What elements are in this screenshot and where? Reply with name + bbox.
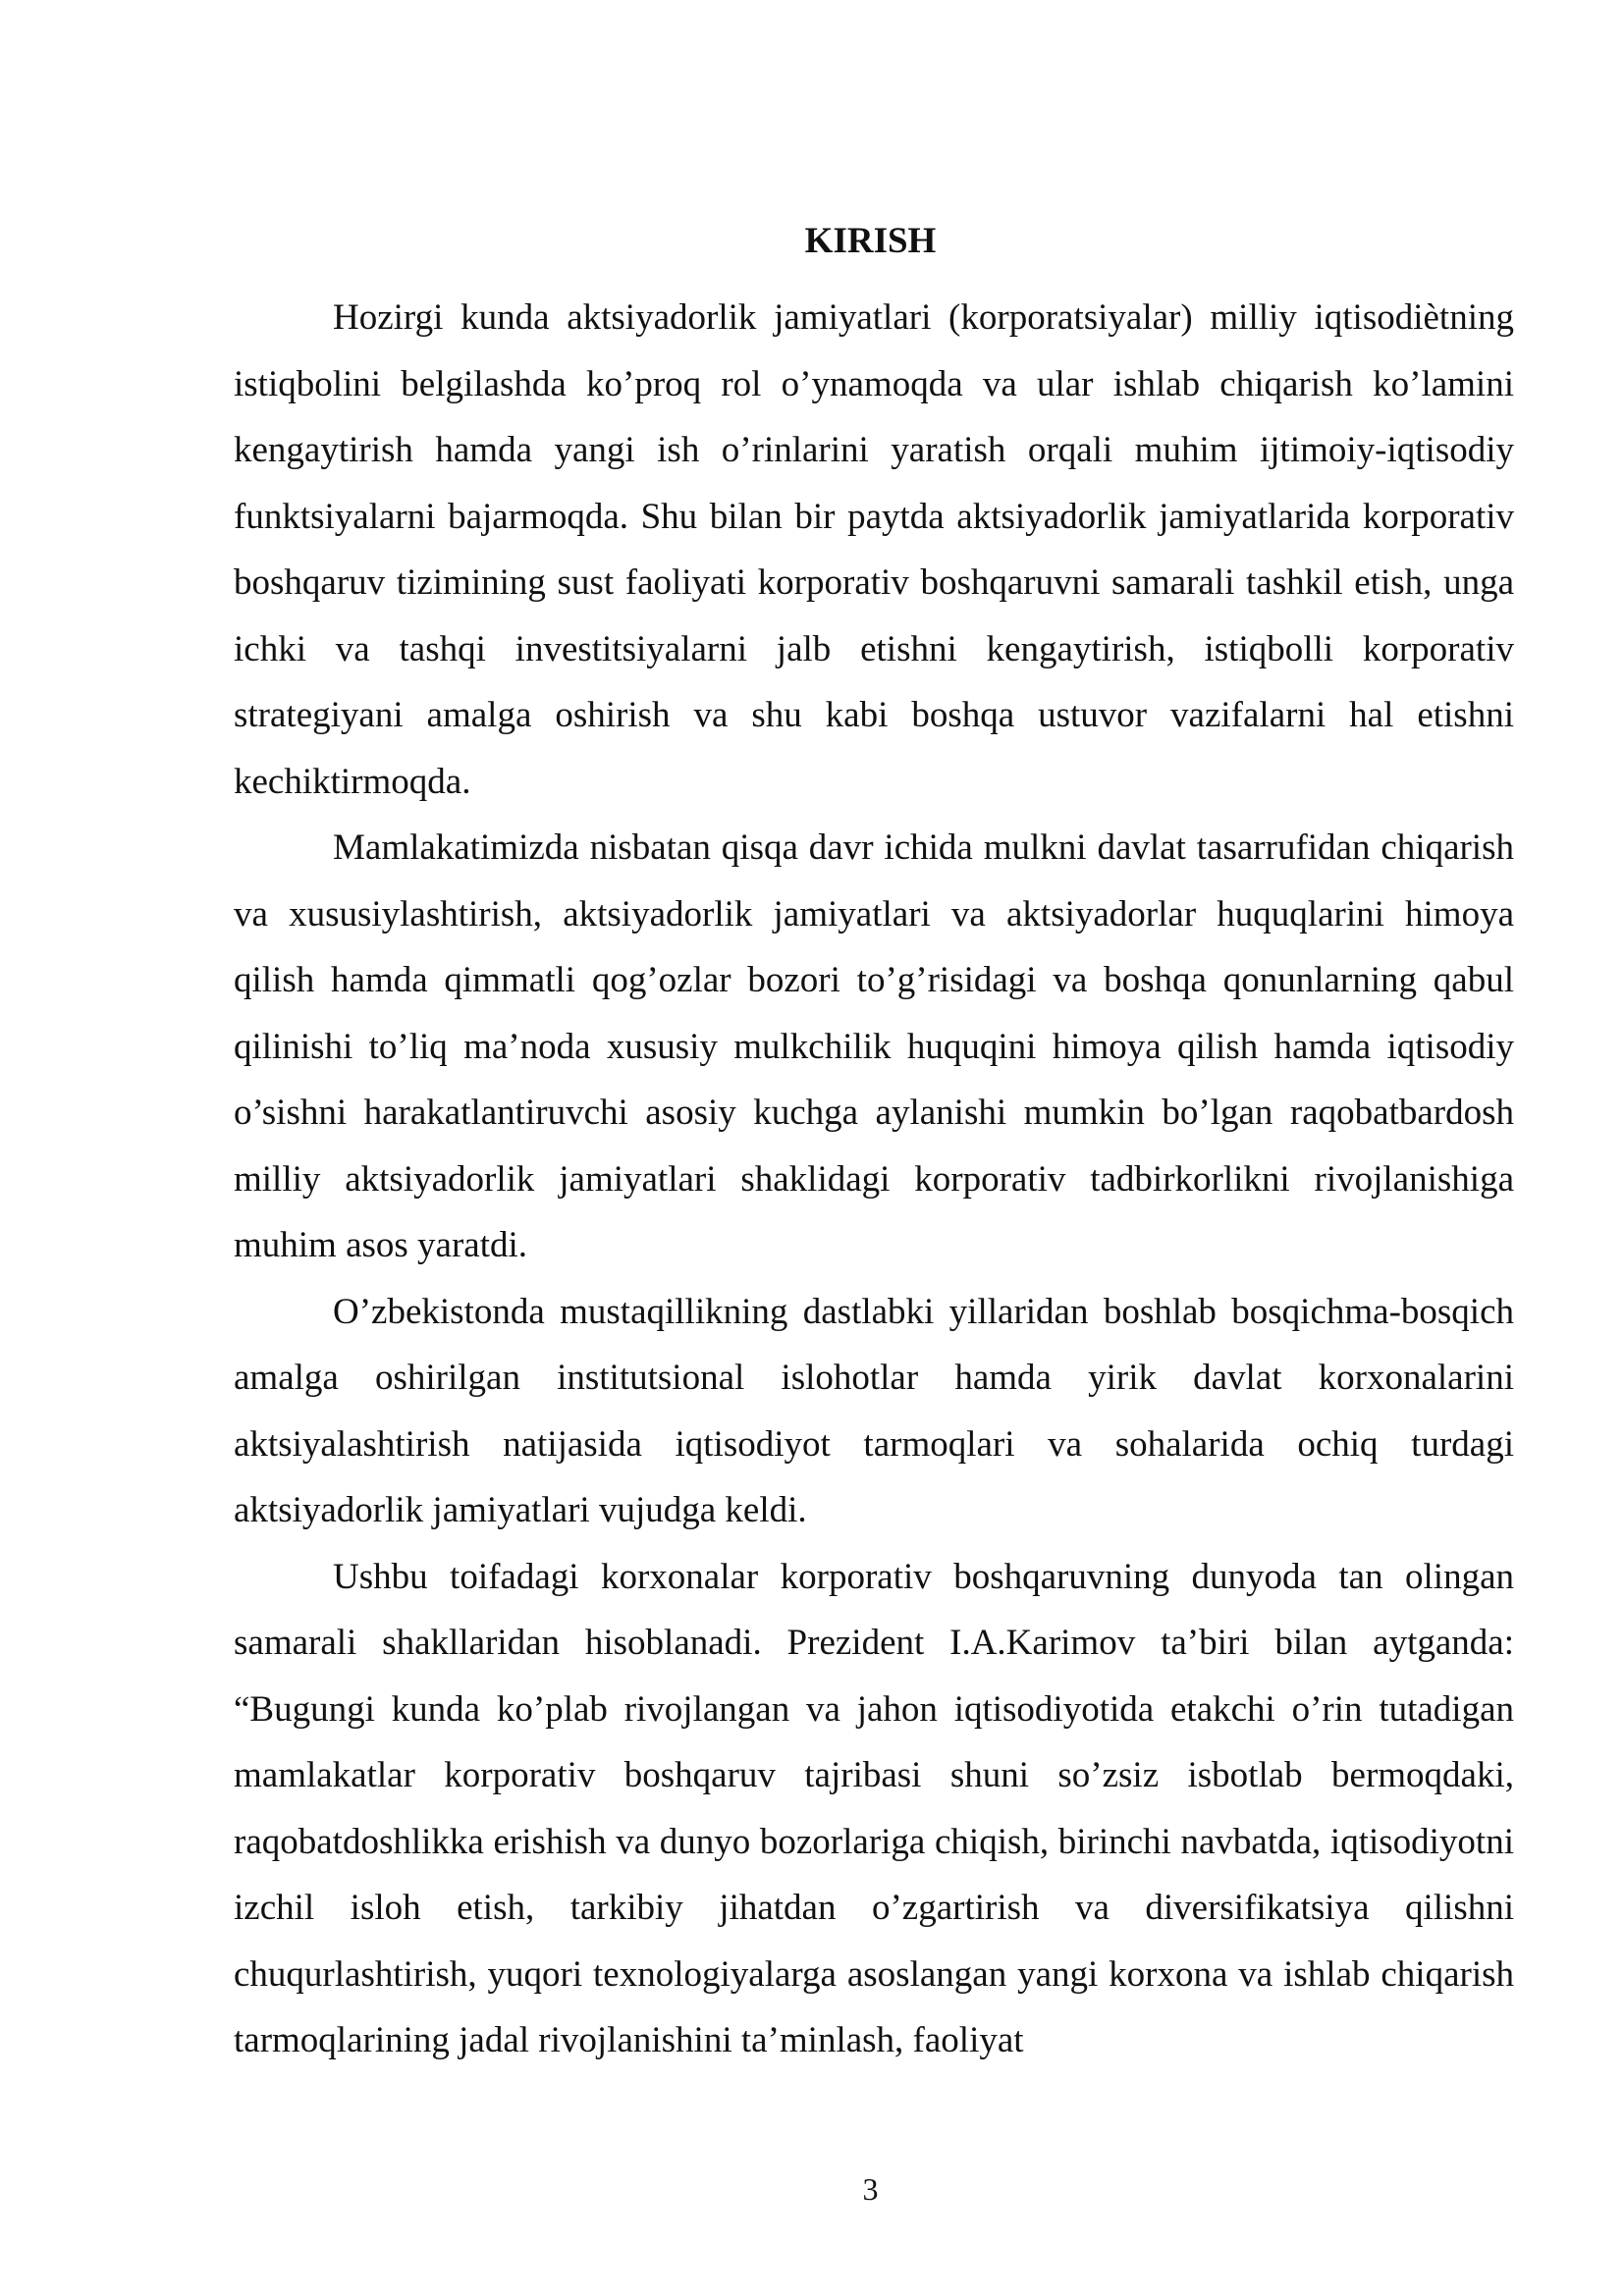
- paragraph-1: Hozirgi kunda aktsiyadorlik jamiyatlari (korporatsiyalar) milliy iqtisodiètning istiqbolini belgilashda ko’proq rol o’ynamoqda va ular ishlab chiqarish ko’lamini kengaytirish hamda yangi ish o’rinlarini yaratish orqali muhim ijtimoiy-iqtisodiy funktsiyalarni bajarmoqda. Shu bilan bir paytda aktsiyadorlik jamiyatlarida korporativ boshqaruv tizimining sust faoliyati korporativ boshqaruvni samarali tashkil etish, unga ichki va tashqi investitsiyalarni jalb etishni kengaytirish, istiqbolli korporativ strategiyani amalga oshirish va shu kabi boshqa ustuvor vazifalarni hal etishni kechiktirmoqda.: [234, 297, 1514, 802]
- paragraph-4: Ushbu toifadagi korxonalar korporativ boshqaruvning dunyoda tan olingan samarali shakllaridan hisoblanadi. Prezident I.A.Karimov ta’biri bilan aytganda: “Bugungi kunda ko’plab rivojlangan va jahon iqtisodiyotida etakchi o’rin tutadigan mamlakatlar korporativ boshqaruv tajribasi shuni so’zsiz isbotlab bermoqdaki, raqobatdoshlikka erishish va dunyo bozorlariga chiqish, birinchi navbatda, iqtisodiyotni izchil isloh etish, tarkibiy jihatdan o’zgartirish va diversifikatsiya qilishni chuqurlashtirish, yuqori texnologiyalarga asoslangan yangi korxona va ishlab chiqarish tarmoqlarining jadal rivojlanishini ta’minlash, faoliyat: [234, 1556, 1514, 2060]
- body-text: [234, 285, 1514, 2074]
- page-number: 3: [862, 2171, 879, 2207]
- page-title: KIRISH: [804, 221, 937, 261]
- paragraph-3: O’zbekistonda mustaqillikning dastlabki yillaridan boshlab bosqichma-bosqich amalga oshirilgan institutsional islohotlar hamda yirik davlat korxonalarini aktsiyalashtirish natijasida iqtisodiyot tarmoqlari va sohalarida ochiq turdagi aktsiyadorlik jamiyatlari vujudga keldi.: [234, 1291, 1514, 1530]
- paragraph-2: Mamlakatimizda nisbatan qisqa davr ichida mulkni davlat tasarrufidan chiqarish va xususiylashtirish, aktsiyadorlik jamiyatlari va aktsiyadorlar huquqlarini himoya qilish hamda qimmatli qog’ozlar bozori to’g’risidagi va boshqa qonunlarning qabul qilinishi to’liq ma’noda xususiy mulkchilik huquqini himoya qilish hamda iqtisodiy o’sishni harakatlantiruvchi asosiy kuchga aylanishi mumkin bo’lgan raqobatbardosh milliy aktsiyadorlik jamiyatlari shaklidagi korporativ tadbirkorlikni rivojlanishiga muhim asos yaratdi.: [234, 828, 1514, 1265]
